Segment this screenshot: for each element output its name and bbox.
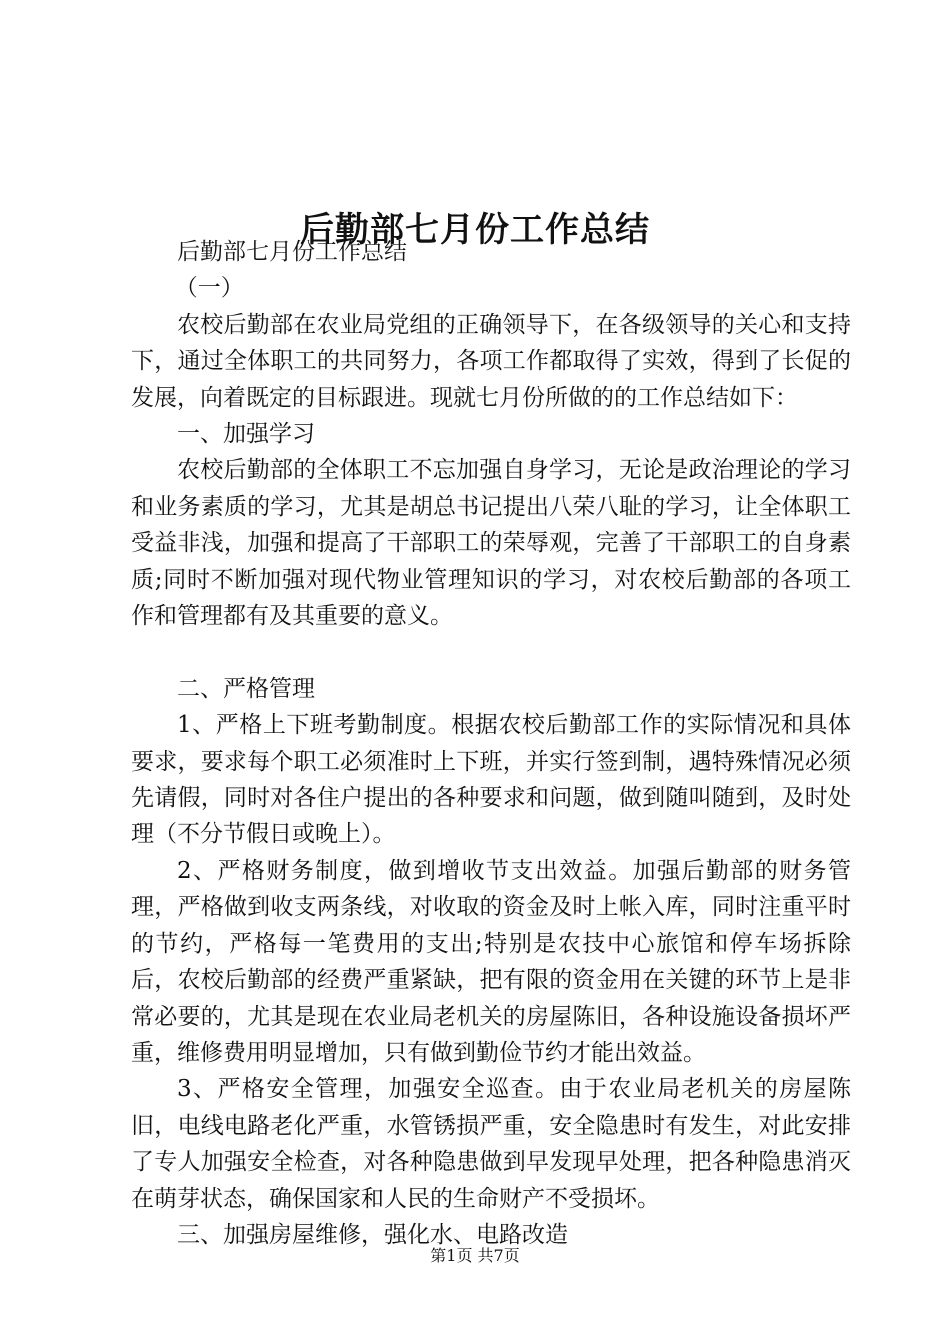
subtitle-paragraph: 后勤部七月份工作总结: [177, 239, 407, 265]
finance-paragraph: 2、严格财务制度，做到增收节支出效益。加强后勤部的财务管理，严格做到收支两条线，对收取的资金及时上帐入库，同时注重平时的节约，严格每一笔费用的支出;特别是农技中心旅馆和停车场拆除后，农校后勤部的经费严重紧缺，把有限的资金用在关键的环节上是非常必要的，尤其是现在农业局老机关的房屋陈旧，各种设施设备损坏严重，维修费用明显增加，只有做到勤俭节约才能出效益。: [131, 857, 851, 1066]
heading-management: 二、严格管理: [177, 675, 315, 702]
heading-study: 一、加强学习: [177, 421, 315, 448]
attendance-paragraph: 1、严格上下班考勤制度。根据农校后勤部工作的实际情况和具体要求，要求每个职工必须准时上下班，并实行签到制，遇特殊情况必须先请假，同时对各住户提出的各种要求和问题，做到随叫随到，及时处理（不分节假日或晚上）。: [131, 712, 851, 848]
section-number-paragraph: （一）: [174, 275, 244, 302]
document-body: [131, 234, 851, 1253]
safety-paragraph: 3、严格安全管理，加强安全巡查。由于农业局老机关的房屋陈旧，电线电路老化严重，水管锈损严重，安全隐患时有发生，对此安排了专人加强安全检查，对各种隐患做到早发现早处理，把各种隐患消灭在萌芽状态，确保国家和人民的生命财产不受损坏。: [131, 1076, 851, 1212]
document-title: 后勤部七月份工作总结: [300, 209, 650, 250]
blank-line: [131, 634, 851, 670]
page-number-footer: 第1页 共7页: [430, 1246, 520, 1265]
study-paragraph: 农校后勤部的全体职工不忘加强自身学习，无论是政治理论的学习和业务素质的学习，尤其是胡总书记提出八荣八耻的学习，让全体职工受益非浅，加强和提高了干部职工的荣辱观，完善了干部职工的自身素质;同时不断加强对现代物业管理知识的学习，对农校后勤部的各项工作和管理都有及其重要的意义。: [131, 457, 851, 630]
heading-maintenance: 三、加强房屋维修，强化水、电路改造: [177, 1221, 568, 1248]
intro-paragraph: 农校后勤部在农业局党组的正确领导下，在各级领导的关心和支持下，通过全体职工的共同努力，各项工作都取得了实效，得到了长促的发展，向着既定的目标跟进。现就七月份所做的的工作总结如下：: [131, 311, 851, 411]
